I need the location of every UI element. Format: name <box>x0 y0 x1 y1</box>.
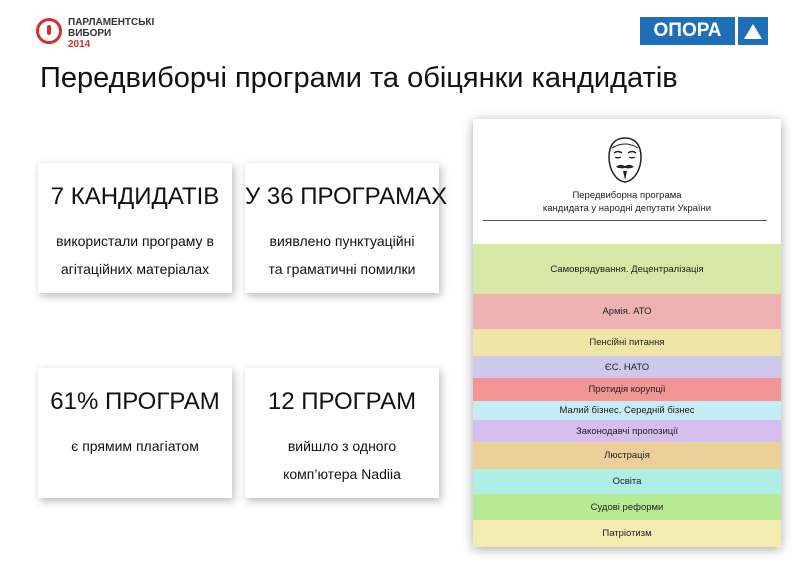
section-band: ЄС. НАТО <box>473 356 781 378</box>
stat-card-line: виявлено пунктуаційні <box>269 233 415 249</box>
opora-logo <box>640 17 771 45</box>
section-band: Самоврядування. Децентралізація <box>473 244 781 294</box>
stat-card-headline: 7 КАНДИДАТІВ <box>50 183 220 210</box>
stat-card-description <box>245 432 439 488</box>
stat-card-line: вийшло з одного <box>287 438 397 454</box>
logo-line-2: ВИБОРИ <box>68 28 112 39</box>
document-caption-line: Передвиборна програма <box>572 190 682 201</box>
page-title: Передвиборчі програми та обіцянки кандидатів <box>40 62 678 94</box>
section-band: Судові реформи <box>473 494 781 520</box>
stat-card-description <box>245 227 439 283</box>
section-band: Патріотизм <box>473 520 781 547</box>
stat-card-line: використали програму в <box>56 233 214 249</box>
stat-card-description <box>38 432 232 460</box>
section-band: Законодавчі пропозиції <box>473 420 781 442</box>
stat-card-headline: 61% ПРОГРАМ <box>50 388 220 415</box>
document-caption-line: кандидата у народні депутати України <box>542 203 712 214</box>
triangle-icon <box>738 17 768 45</box>
document-caption <box>473 189 781 215</box>
elections-logo <box>36 14 176 54</box>
stat-card-line: та граматичні помилки <box>268 261 416 277</box>
logo-year: 2014 <box>68 39 91 50</box>
stat-card-same-computer <box>245 368 439 498</box>
program-document <box>473 119 781 547</box>
section-band: Освіта <box>473 469 781 494</box>
stat-card-candidates <box>38 163 232 293</box>
guy-fawkes-mask-icon <box>606 136 644 184</box>
section-band: Малий бізнес. Середній бізнес <box>473 401 781 420</box>
power-icon <box>36 18 62 44</box>
stat-card-line: є прямим плагіатом <box>71 438 199 454</box>
document-divider <box>483 220 767 221</box>
stat-card-line: агітаційних матеріалах <box>60 261 210 277</box>
opora-logo-text: ОПОРА <box>640 17 735 45</box>
section-band: Люстрація <box>473 442 781 469</box>
stat-card-headline: 12 ПРОГРАМ <box>267 388 417 415</box>
stat-card-description <box>38 227 232 283</box>
stat-card-line: комп’ютера Nadiia <box>283 466 401 482</box>
section-band: Армія. АТО <box>473 294 781 329</box>
section-band: Пенсійні питання <box>473 329 781 356</box>
section-band: Протидія корупції <box>473 378 781 401</box>
stat-card-plagiarism <box>38 368 232 498</box>
stat-card-programs-errors <box>245 163 448 293</box>
stat-card-headline: У 36 ПРОГРАМАХ <box>245 183 448 210</box>
elections-logo-text <box>68 17 154 50</box>
logo-line-1: ПАРЛАМЕНТСЬКІ <box>68 17 155 28</box>
